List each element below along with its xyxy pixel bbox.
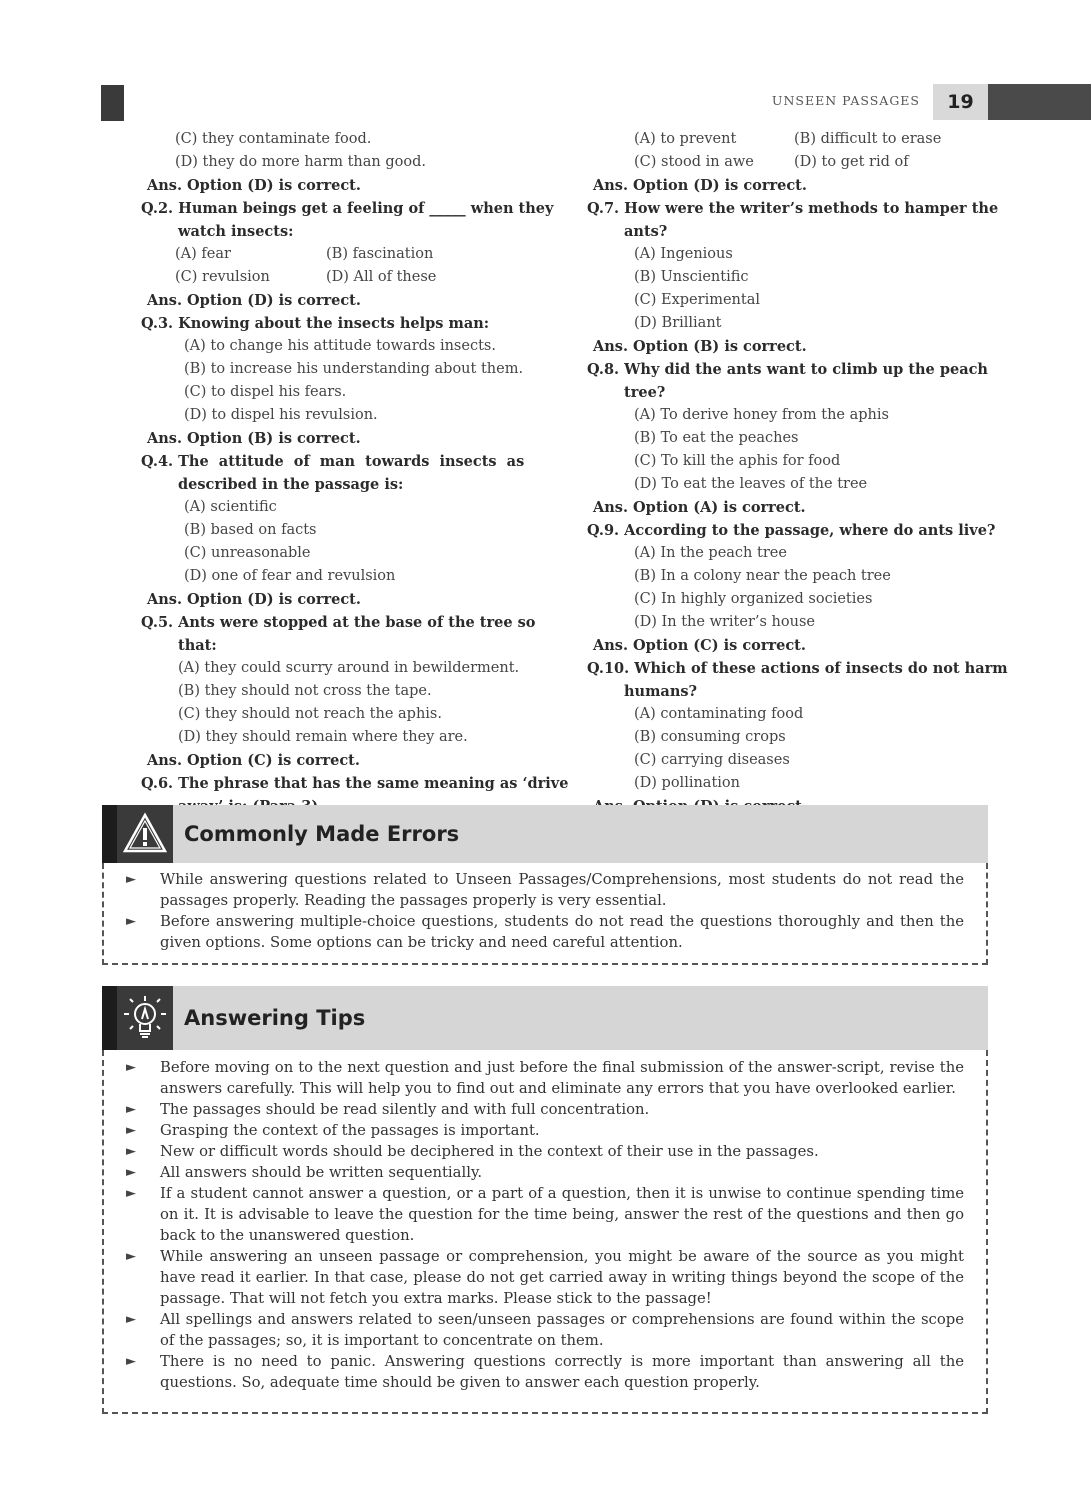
errors-box-title: Commonly Made Errors (184, 822, 460, 846)
lightbulb-icon (121, 993, 169, 1043)
arrow-bullet-icon: ► (126, 1144, 136, 1159)
bullet-text: While answering an unseen passage or comprehension, you might be aware of the source as you might have read it earlier. In that case, please do not get carried away in writing things beyond the scope of the passage. That will not fetch you extra marks. Please stick to the passage! (160, 1248, 964, 1307)
option: (A) fear (175, 246, 231, 262)
answer-line: Ans. Option (B) is correct. (593, 338, 807, 355)
answer-line: Ans. Option (D) is correct. (147, 292, 361, 309)
arrow-bullet-icon: ► (126, 1186, 136, 1201)
option: (A) To derive honey from the aphis (634, 407, 889, 423)
bullet-text: Before moving on to the next question and just before the final submission of the answer-script, revise the answers carefully. This will help you to find out and eliminate any errors that you have overlooked earlier. (160, 1059, 964, 1097)
question-continuation: watch insects: (178, 223, 294, 240)
page-number: 19 (933, 84, 988, 120)
bullet-text: The passages should be read silently and with full concentration. (160, 1101, 650, 1118)
warning-triangle-icon (122, 811, 168, 857)
option: (A) they could scurry around in bewilderment. (178, 660, 520, 676)
option: (A) Ingenious (634, 246, 733, 262)
header-left-bar (101, 85, 124, 121)
option: (B) Unscientific (634, 269, 749, 285)
question: Q.9. According to the passage, where do ants live? (587, 522, 996, 539)
right-column (587, 128, 1008, 818)
option: (C) In highly organized societies (634, 591, 873, 607)
question-continuation: ants? (624, 223, 668, 240)
option-pair (141, 266, 535, 289)
question-continuation: that: (178, 637, 217, 654)
question-continuation: described in the passage is: (178, 476, 404, 493)
answer-line: Ans. Option (D) is correct. (147, 177, 361, 194)
errors-list (104, 869, 986, 953)
option: (D) In the writer’s house (634, 614, 815, 630)
question: Q.3. Knowing about the insects helps man: (141, 315, 490, 332)
option: (B) In a colony near the peach tree (634, 568, 891, 584)
option: (B) to increase his understanding about them. (184, 361, 524, 377)
option: (D) one of fear and revulsion (184, 568, 396, 584)
option-pair (141, 243, 535, 266)
bullet-item (104, 1309, 986, 1351)
bullet-item (104, 911, 986, 953)
bullet-item (104, 1162, 986, 1183)
bullet-text: If a student cannot answer a question, or a part of a question, then it is unwise to continue spending time on it. It is advisable to leave the question for the time being, answer the rest of the questions and then go back to the unanswered question. (160, 1185, 964, 1244)
option: (A) In the peach tree (634, 545, 787, 561)
option: (C) unreasonable (184, 545, 311, 561)
option: (C) they should not reach the aphis. (178, 706, 442, 722)
option: (D) they should remain where they are. (178, 729, 468, 745)
tips-list (104, 1057, 986, 1393)
option: (B) based on facts (184, 522, 317, 538)
option: (D) to get rid of (794, 154, 909, 170)
bullet-item (104, 1141, 986, 1162)
bullet-item (104, 1057, 986, 1099)
bullet-text: Before answering multiple-choice questions, students do not read the questions thoroughly and then the given options. Some options can be tricky and need careful attention. (160, 913, 964, 951)
tips-box-header (102, 986, 988, 1050)
question-continuation: tree? (624, 384, 666, 401)
option: (B) fascination (326, 246, 434, 262)
option-pair (587, 128, 989, 151)
question: Q.7. How were the writer’s methods to hamper the (587, 200, 999, 217)
bullet-text: Grasping the context of the passages is important. (160, 1122, 540, 1139)
option: (C) To kill the aphis for food (634, 453, 841, 469)
option: (C) Experimental (634, 292, 760, 308)
bullet-item (104, 1183, 986, 1246)
option: (A) scientific (184, 499, 277, 515)
bullet-item (104, 1099, 986, 1120)
question: Q.6. The phrase that has the same meaning as ‘drive (141, 775, 569, 792)
arrow-bullet-icon: ► (126, 1249, 136, 1264)
arrow-bullet-icon: ► (126, 1312, 136, 1327)
option: (B) difficult to erase (794, 131, 942, 147)
answer-line: Ans. Option (D) is correct. (593, 177, 807, 194)
option: (D) to dispel his revulsion. (184, 407, 378, 423)
tips-box-title: Answering Tips (184, 1006, 366, 1030)
answer-line: Ans. Option (A) is correct. (593, 499, 806, 516)
answer-line: Ans. Option (B) is correct. (147, 430, 361, 447)
arrow-bullet-icon: ► (126, 872, 136, 887)
section-title: UNSEEN PASSAGES (771, 93, 920, 108)
option-pair (587, 151, 989, 174)
bullet-text: All answers should be written sequentially. (160, 1164, 483, 1181)
option: (D) they do more harm than good. (175, 154, 426, 170)
option: (A) contaminating food (634, 706, 804, 722)
option: (B) consuming crops (634, 729, 786, 745)
option: (C) they contaminate food. (175, 131, 372, 147)
answer-line: Ans. Option (C) is correct. (147, 752, 360, 769)
bullet-text: New or difficult words should be deciphered in the context of their use in the passages. (160, 1143, 819, 1160)
question: Q.5. Ants were stopped at the base of the tree so (141, 614, 536, 631)
question: Q.10. Which of these actions of insects do not harm (587, 660, 1008, 677)
arrow-bullet-icon: ► (126, 1354, 136, 1369)
arrow-bullet-icon: ► (126, 1123, 136, 1138)
bullet-item (104, 869, 986, 911)
option: (D) pollination (634, 775, 740, 791)
question: Q.2. Human beings get a feeling of _____ when they (141, 200, 554, 217)
arrow-bullet-icon: ► (126, 914, 136, 929)
option: (D) To eat the leaves of the tree (634, 476, 868, 492)
bullet-item (104, 1246, 986, 1309)
arrow-bullet-icon: ► (126, 1060, 136, 1075)
header-right-bar (988, 84, 1091, 120)
tips-box (102, 1050, 988, 1414)
answer-line: Ans. Option (C) is correct. (593, 637, 806, 654)
answer-line: Ans. Option (D) is correct. (147, 591, 361, 608)
option: (D) Brilliant (634, 315, 722, 331)
option: (D) All of these (326, 269, 437, 285)
bullet-item (104, 1351, 986, 1393)
arrow-bullet-icon: ► (126, 1165, 136, 1180)
option: (B) they should not cross the tape. (178, 683, 432, 699)
errors-box-header (102, 805, 988, 863)
arrow-bullet-icon: ► (126, 1102, 136, 1117)
option: (C) stood in awe (634, 154, 754, 170)
bullet-text: There is no need to panic. Answering questions correctly is more important than answering all the questions. So, adequate time should be given to answer each question properly. (160, 1353, 964, 1391)
left-column (141, 128, 569, 818)
option: (A) to change his attitude towards insects. (184, 338, 496, 354)
question-continuation: humans? (624, 683, 698, 700)
question: Q.8. Why did the ants want to climb up the peach (587, 361, 988, 378)
bullet-text: All spellings and answers related to seen/unseen passages or comprehensions are found within the scope of the passages; so, it is important to concentrate on them. (160, 1311, 964, 1349)
option: (C) revulsion (175, 269, 270, 285)
option: (C) carrying diseases (634, 752, 790, 768)
option: (A) to prevent (634, 131, 737, 147)
bullet-text: While answering questions related to Unseen Passages/Comprehensions, most students do not read the passages properly. Reading the passages properly is very essential. (160, 871, 964, 909)
option: (C) to dispel his fears. (184, 384, 347, 400)
bullet-item (104, 1120, 986, 1141)
errors-box (102, 863, 988, 965)
option: (B) To eat the peaches (634, 430, 799, 446)
question: Q.4. The attitude of man towards insects as (141, 453, 525, 470)
